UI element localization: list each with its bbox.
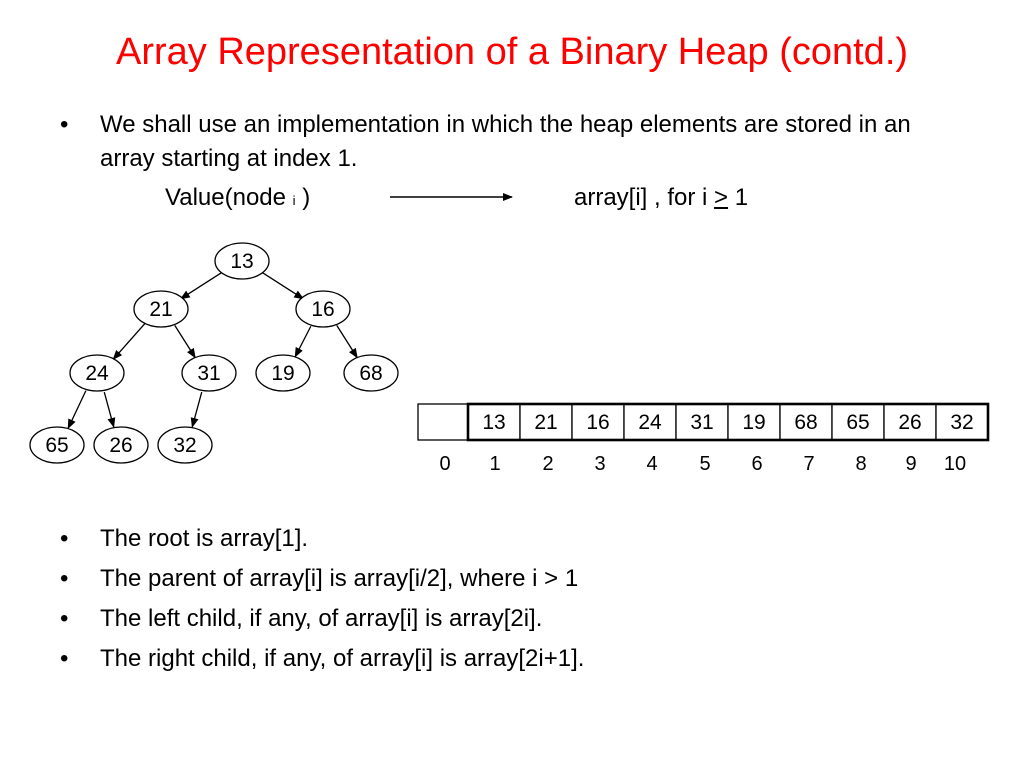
bullet-text: The right child, if any, of array[i] is array[2i+1]. (100, 645, 585, 672)
bullet-text: The root is array[1]. (100, 525, 309, 552)
tree-edge (104, 392, 113, 427)
bullet-icon: • (60, 565, 69, 592)
tree-edge (192, 392, 201, 427)
tree-edge (113, 324, 145, 360)
bullet-icon: • (60, 605, 69, 632)
array-cell-value: 24 (638, 411, 662, 434)
heap-node (296, 291, 350, 327)
rules-bullet-list (60, 519, 960, 679)
heap-node-value: 68 (359, 362, 383, 385)
bullet-text: The left child, if any, of array[i] is array[2i]. (100, 605, 543, 632)
array-cell-value: 13 (482, 411, 506, 434)
array-cell-empty (418, 404, 468, 440)
heap-node (215, 243, 269, 279)
tree-edge (68, 391, 86, 429)
array-index-label: 10 (943, 453, 967, 475)
tree-nodes (30, 243, 398, 463)
heap-node-value: 31 (197, 362, 221, 385)
heap-node-value: 16 (311, 298, 335, 321)
heap-node (158, 427, 212, 463)
heap-node (256, 355, 310, 391)
array-cell-value: 21 (534, 411, 558, 434)
heap-node (344, 355, 398, 391)
formula-left-subscript: i (292, 193, 296, 208)
formula-left-suffix: ) (295, 184, 311, 211)
array-index-label: 6 (751, 453, 763, 475)
array-index-label: 5 (699, 453, 711, 475)
formula-right-suffix: 1 (728, 184, 749, 211)
heap-node (30, 427, 84, 463)
bullet-icon: • (60, 111, 69, 138)
heap-node (134, 291, 188, 327)
heap-node-value: 32 (173, 434, 197, 457)
heap-node (94, 427, 148, 463)
array-index-label: 0 (439, 453, 451, 475)
array-cell-value: 31 (690, 411, 714, 434)
bullet-icon: • (60, 645, 69, 672)
heap-node (70, 355, 124, 391)
array-table (418, 404, 988, 440)
heap-node-value: 13 (230, 250, 254, 273)
array-cell-value: 32 (950, 411, 974, 434)
array-index-label: 7 (803, 453, 815, 475)
array-cell-value: 16 (586, 411, 610, 434)
bullet-text: The parent of array[i] is array[i/2], where i > 1 (100, 565, 579, 592)
heap-node-value: 24 (85, 362, 109, 385)
formula-right-prefix: array[i] , for i (574, 184, 715, 211)
slide-title: Array Representation of a Binary Heap (contd.) (115, 31, 909, 73)
bullet-item (60, 519, 960, 559)
tree-edge (175, 325, 195, 357)
bullet-text: We shall use an implementation in which the heap elements are stored in an array starting at index 1. (100, 111, 911, 172)
tree-edge (181, 272, 223, 299)
array-index-label: 8 (855, 453, 867, 475)
heap-node-value: 21 (149, 298, 173, 321)
bullet-item (60, 599, 960, 639)
tree-edge (262, 272, 304, 299)
array-cell-value: 68 (794, 411, 818, 434)
tree-edge (337, 325, 357, 357)
array-cell-value: 19 (742, 411, 766, 434)
bullet-icon: • (60, 525, 69, 552)
heap-node-value: 65 (45, 434, 69, 457)
formula-right-operator: > (714, 184, 729, 211)
tree-edge (295, 326, 311, 356)
array-index-label: 3 (594, 453, 606, 475)
array-index-label: 4 (646, 453, 658, 475)
array-index-label: 2 (542, 453, 554, 475)
heap-node-value: 19 (271, 362, 295, 385)
bullet-item (60, 639, 960, 679)
array-index-label: 9 (905, 453, 917, 475)
array-index-label: 1 (489, 453, 501, 475)
formula-left-prefix: Value(node (165, 184, 293, 211)
array-index-row (439, 453, 966, 475)
bullet-item (60, 559, 960, 599)
array-cell-value: 26 (898, 411, 922, 434)
heap-node-value: 26 (109, 434, 133, 457)
array-cell-value: 65 (846, 411, 870, 434)
heap-node (182, 355, 236, 391)
